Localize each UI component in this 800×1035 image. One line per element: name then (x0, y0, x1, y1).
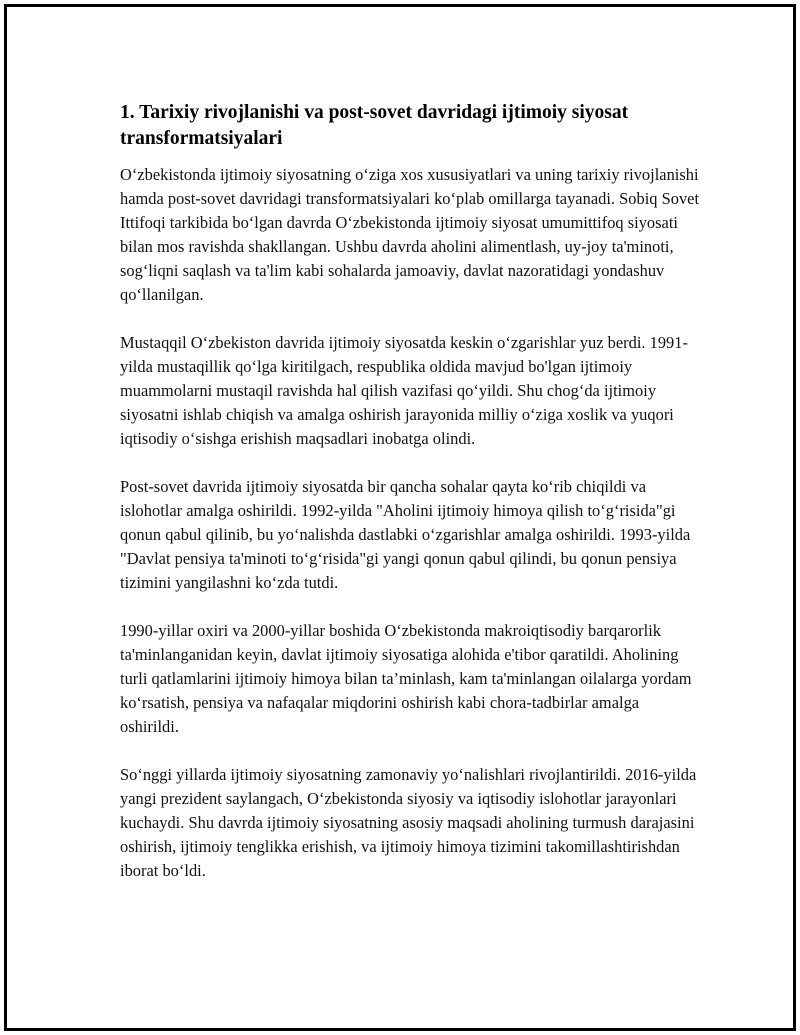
document-content (120, 100, 700, 907)
paragraph-3: Post-sovet davrida ijtimoiy siyosatda bir qancha sohalar qayta ko‘rib chiqildi va islohotlar amalga oshirildi. 1992-yilda "Aholini ijtimoiy himoya qilish to‘g‘risida"gi qonun qabul qilinib, bu yo‘nalishda dastlabki o‘zgarishlar amalga oshirildi. 1993-yilda "Davlat pensiya ta'minoti to‘g‘risida"gi yangi qonun qabul qilindi, bu qonun pensiya tizimini yangilashni ko‘zda tutdi. (120, 477, 691, 592)
section-heading: 1. Tarixiy rivojlanishi va post-sovet davridagi ijtimoiy siyosat transformatsiyalari (120, 102, 629, 149)
paragraph-5: So‘nggi yillarda ijtimoiy siyosatning zamonaviy yo‘nalishlari rivojlantirildi. 2016-yilda yangi prezident saylangach, O‘zbekistonda siyosiy va iqtisodiy islohotlar jarayonlari kuchaydi. Shu davrda ijtimoiy siyosatning asosiy maqsadi aholining turmush darajasini oshirish, ijtimoiy tenglikka erishish, va ijtimoiy himoya tizimini takomillashtirishdan iborat bo‘ldi. (120, 765, 697, 880)
paragraph-1: O‘zbekistonda ijtimoiy siyosatning o‘ziga xos xususiyatlari va uning tarixiy rivojlanishi hamda post-sovet davridagi transformatsiyalari ko‘plab omillarga tayanadi. Sobiq Sovet Ittifoqi tarkibida bo‘lgan davrda O‘zbekistonda ijtimoiy siyosat umumittifoq siyosati bilan mos ravishda shakllangan. Ushbu davrda aholini alimentlash, uy-joy ta'minoti, sog‘liqni saqlash va ta'lim kabi sohalarda jamoaviy, davlat nazoratidagi yondashuv qo‘llanilgan. (120, 165, 700, 304)
paragraph-2: Mustaqqil O‘zbekiston davrida ijtimoiy siyosatda keskin o‘zgarishlar yuz berdi. 1991-yilda mustaqillik qo‘lga kiritilgach, respublika oldida mavjud bo'lgan ijtimoiy muammolarni mustaqil ravishda hal qilish vazifasi qo‘yildi. Shu chog‘da ijtimoiy siyosatni ishlab chiqish va amalga oshirish jarayonida milliy o‘ziga xoslik va yuqori iqtisodiy o‘sishga erishish maqsadlari inobatga olindi. (120, 333, 688, 448)
page-frame (4, 4, 796, 1031)
paragraph-4: 1990-yillar oxiri va 2000-yillar boshida O‘zbekistonda makroiqtisodiy barqarorlik ta'minlanganidan keyin, davlat ijtimoiy siyosatiga alohida e'tibor qaratildi. Aholining turli qatlamlarini ijtimoiy himoya bilan ta’minlash, kam ta'minlangan oilalarga yordam ko‘rsatish, pensiya va nafaqalar miqdorini oshirish kabi chora-tadbirlar amalga oshirildi. (120, 621, 692, 736)
